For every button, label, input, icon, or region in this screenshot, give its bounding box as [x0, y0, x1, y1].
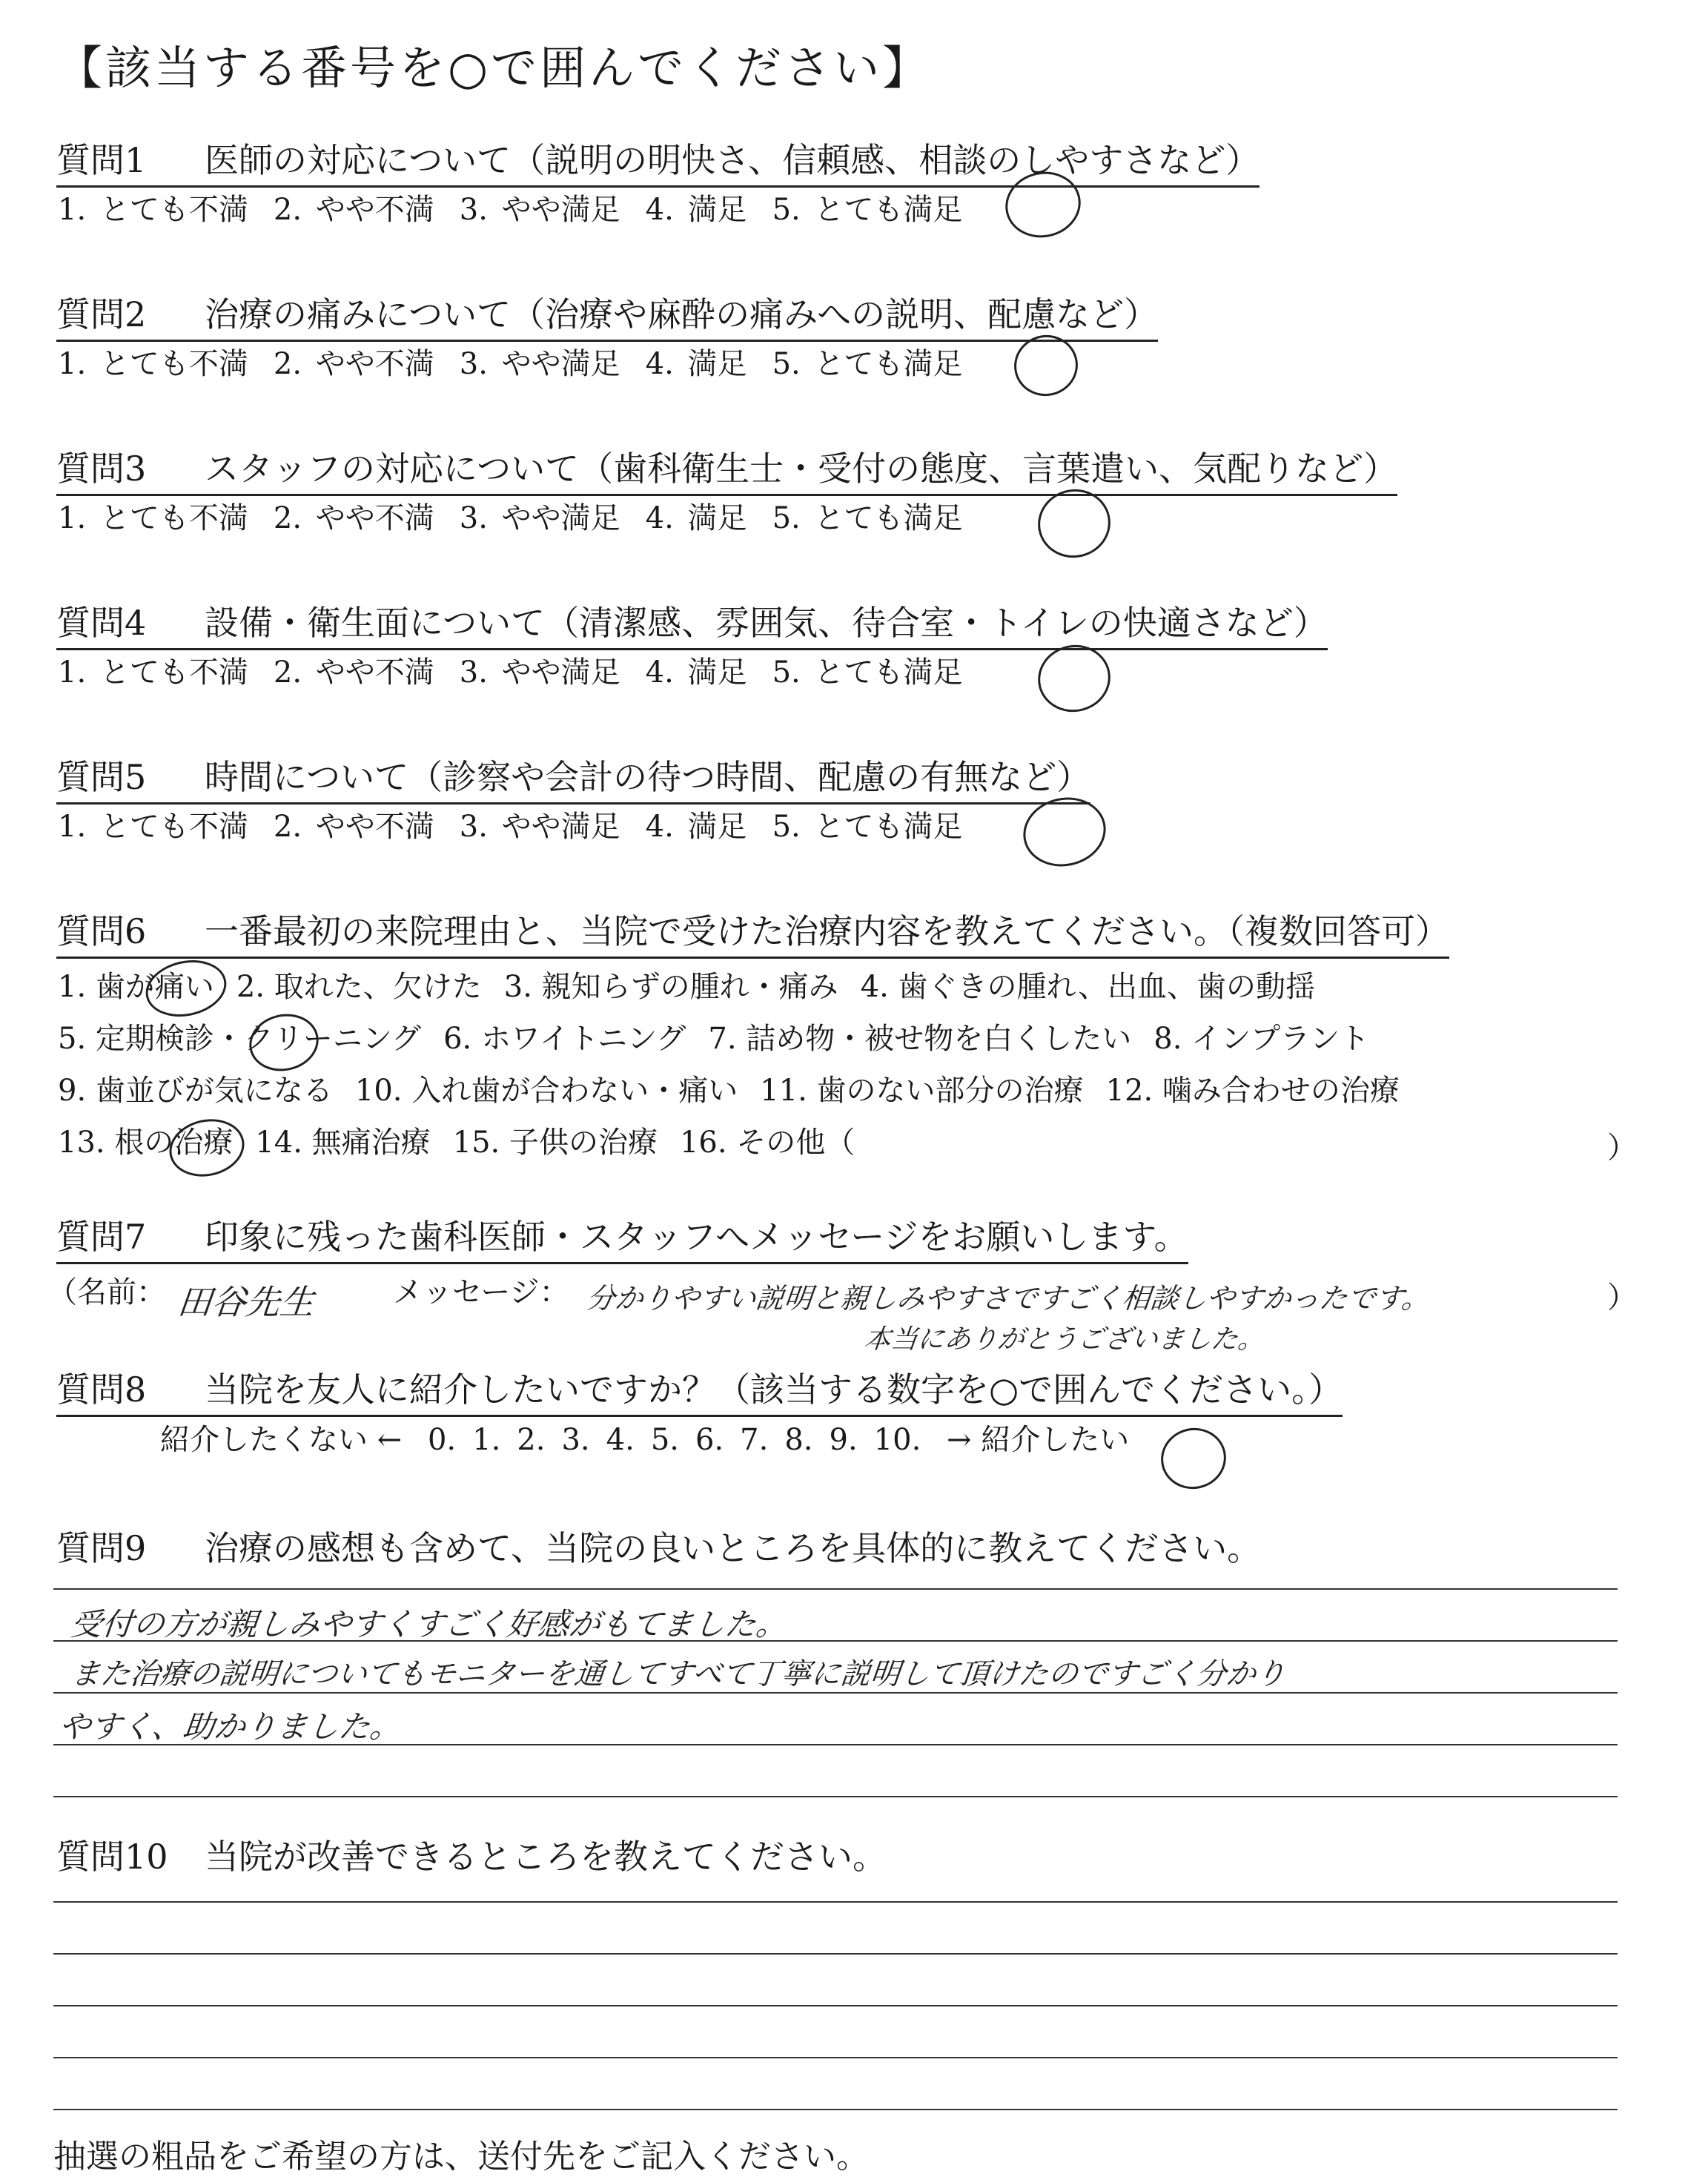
- reason-row: [58, 968, 1337, 1005]
- question-number: 質問10: [56, 1837, 168, 1877]
- scale-option[interactable]: 2.: [517, 1423, 546, 1457]
- question-number: 質問9: [56, 1528, 147, 1568]
- answer-line: [53, 1640, 1618, 1642]
- option-5[interactable]: 5. とても満足: [772, 810, 963, 844]
- scale-option[interactable]: 7.: [740, 1423, 769, 1457]
- question-number: 質問7: [56, 1217, 147, 1257]
- option-1[interactable]: 1. とても不満: [58, 810, 248, 844]
- rating-options: [58, 808, 987, 845]
- answer-circle: [164, 1112, 250, 1183]
- answer-line: [53, 1953, 1618, 1955]
- message-handwritten-line-2: 本当にありがとうございました。: [862, 1324, 1266, 1355]
- question-text: 一番最初の来院理由と、当院で受けた治療内容を教えてください。（複数回答可）: [205, 911, 1449, 951]
- message-row: [47, 1274, 188, 1311]
- question-text: 当院が改善できるところを教えてください。: [205, 1837, 887, 1877]
- option-3[interactable]: 3. やや満足: [459, 193, 620, 227]
- answer-line: [53, 2005, 1618, 2006]
- scale-option[interactable]: 0.: [427, 1423, 457, 1457]
- question-5-title: [56, 756, 1090, 805]
- answer-line: [53, 1744, 1618, 1745]
- answer-circle: [244, 1008, 324, 1077]
- question-10-title: [56, 1836, 887, 1882]
- option-3[interactable]: 3. やや満足: [459, 655, 620, 690]
- option-2[interactable]: 2. やや不満: [273, 193, 434, 227]
- reason-option[interactable]: 10. 入れ歯が合わない・痛い: [354, 1074, 738, 1108]
- reason-option[interactable]: 3. 親知らずの腫れ・痛み: [503, 970, 838, 1004]
- message-label: メッセージ：: [393, 1275, 569, 1309]
- answer-line: [53, 2109, 1618, 2110]
- scale-option[interactable]: 8.: [784, 1423, 813, 1457]
- rating-options: [58, 191, 987, 228]
- reason-option[interactable]: 14. 無痛治療: [255, 1126, 431, 1160]
- option-4[interactable]: 4. 満足: [645, 347, 747, 381]
- question-text: 医師の対応について（説明の明快さ、信頼感、相談のしやすさなど）: [205, 140, 1260, 180]
- answer-handwritten-line-3: やすく、助かりました。: [57, 1708, 403, 1745]
- question-number: 質問8: [56, 1370, 147, 1410]
- rating-options: [58, 654, 987, 691]
- question-text: 治療の感想も含めて、当院の良いところを具体的に教えてください。: [205, 1528, 1262, 1568]
- reason-option[interactable]: 16. その他（: [679, 1126, 855, 1160]
- message-label-row: [393, 1274, 592, 1311]
- option-1[interactable]: 1. とても不満: [58, 347, 248, 381]
- option-2[interactable]: 2. やや不満: [273, 655, 434, 690]
- reason-row: [58, 1072, 1422, 1109]
- rating-options: [58, 500, 987, 537]
- question-4-title: [56, 602, 1328, 650]
- footer-note: 抽選の粗品をご希望の方は、送付先をご記入ください。: [53, 2138, 869, 2176]
- scale-option[interactable]: 6.: [695, 1423, 724, 1457]
- answer-line: [53, 1588, 1618, 1590]
- rating-options: [58, 346, 987, 383]
- scale-option[interactable]: 9.: [829, 1423, 858, 1457]
- close-paren: ）: [1607, 1131, 1637, 1165]
- question-number: 質問5: [56, 757, 147, 797]
- question-text: 時間について（診察や会計の待つ時間、配慮の有無など）: [205, 757, 1091, 797]
- answer-line: [53, 2057, 1618, 2058]
- question-number: 質問2: [56, 294, 147, 334]
- option-5[interactable]: 5. とても満足: [772, 655, 963, 690]
- answer-line: [53, 1796, 1618, 1797]
- page-heading: 【該当する番号を○で囲んでください】: [56, 41, 932, 95]
- reason-option[interactable]: 7. 詰め物・被せ物を白くしたい: [708, 1022, 1132, 1056]
- question-3-title: [56, 448, 1397, 496]
- scale-left-label: 紹介したくない ←: [160, 1423, 403, 1457]
- staff-name-handwritten: 田谷先生: [175, 1282, 317, 1322]
- question-text: 当院を友人に紹介したいですか？（該当する数字を○で囲んでください。）: [205, 1370, 1343, 1410]
- option-2[interactable]: 2. やや不満: [273, 347, 434, 381]
- name-label: （名前：: [47, 1275, 166, 1309]
- scale-option[interactable]: 3.: [561, 1423, 590, 1457]
- answer-circle: [141, 953, 232, 1023]
- option-3[interactable]: 3. やや満足: [459, 501, 620, 535]
- question-number: 質問4: [56, 603, 147, 643]
- question-number: 質問1: [56, 140, 147, 180]
- question-text: 設備・衛生面について（清潔感、雰囲気、待合室・トイレの快適さなど）: [205, 603, 1328, 643]
- option-1[interactable]: 1. とても不満: [58, 655, 248, 690]
- answer-handwritten-line-2: また治療の説明についてもモニターを通してすべて丁寧に説明して頂けたのですごく分かり: [69, 1657, 1288, 1691]
- scale-right-label: → 紹介したい: [947, 1423, 1130, 1457]
- option-1[interactable]: 1. とても不満: [58, 501, 248, 535]
- question-8-title: [56, 1369, 1343, 1417]
- option-5[interactable]: 5. とても満足: [772, 347, 963, 381]
- reason-option[interactable]: 5. 定期検診・クリーニング: [58, 1022, 422, 1056]
- answer-circle: [1155, 1422, 1231, 1496]
- reason-option[interactable]: 6. ホワイトニング: [443, 1022, 686, 1056]
- option-4[interactable]: 4. 満足: [645, 193, 747, 227]
- question-1-title: [56, 139, 1260, 188]
- answer-handwritten-line-1: 受付の方が親しみやすくすごく好感がもてました。: [69, 1606, 790, 1642]
- question-text: スタッフの対応について（歯科衛生士・受付の態度、言葉遣い、気配りなど）: [205, 449, 1398, 489]
- scale-option[interactable]: 1.: [472, 1423, 501, 1457]
- question-text: 印象に残った歯科医師・スタッフへメッセージをお願いします。: [205, 1217, 1188, 1257]
- question-6-title: [56, 911, 1449, 959]
- option-4[interactable]: 4. 満足: [645, 655, 747, 690]
- answer-line: [53, 1901, 1618, 1903]
- reason-option[interactable]: 11. 歯のない部分の治療: [760, 1074, 1084, 1108]
- reason-option[interactable]: 8. インプラント: [1153, 1022, 1370, 1056]
- question-number: 質問3: [56, 449, 147, 489]
- reason-option[interactable]: 13. 根の治療: [58, 1126, 234, 1160]
- reason-option[interactable]: 4. 歯ぐきの腫れ、出血、歯の動揺: [860, 970, 1315, 1004]
- option-4[interactable]: 4. 満足: [645, 501, 747, 535]
- recommend-scale: [160, 1416, 1145, 1459]
- scale-option[interactable]: 5.: [650, 1423, 679, 1457]
- reason-option[interactable]: 1. 歯が痛い: [58, 970, 214, 1004]
- option-2[interactable]: 2. やや不満: [273, 501, 434, 535]
- reason-option[interactable]: 12. 噛み合わせの治療: [1105, 1074, 1400, 1108]
- question-9-title: [56, 1527, 1261, 1573]
- answer-line: [53, 1692, 1618, 1694]
- option-3[interactable]: 3. やや満足: [459, 810, 620, 844]
- option-4[interactable]: 4. 満足: [645, 810, 747, 844]
- question-number: 質問6: [56, 911, 147, 951]
- scale-option[interactable]: 4.: [606, 1423, 635, 1457]
- option-1[interactable]: 1. とても不満: [58, 193, 248, 227]
- question-2-title: [56, 294, 1158, 342]
- option-2[interactable]: 2. やや不満: [273, 810, 434, 844]
- option-5[interactable]: 5. とても満足: [772, 193, 963, 227]
- reason-option[interactable]: 9. 歯並びが気になる: [58, 1074, 333, 1108]
- scale-option[interactable]: 10.: [873, 1423, 921, 1457]
- close-paren: ）: [1607, 1281, 1637, 1315]
- reason-option[interactable]: 2. 取れた、欠けた: [236, 970, 482, 1004]
- question-7-title: [56, 1216, 1188, 1264]
- answer-circle: [1032, 638, 1117, 718]
- option-5[interactable]: 5. とても満足: [772, 501, 963, 535]
- option-3[interactable]: 3. やや満足: [459, 347, 620, 381]
- message-handwritten-line-1: 分かりやすい説明と親しみやすさですごく相談しやすかったです。: [585, 1282, 1431, 1315]
- question-text: 治療の痛みについて（治療や麻酔の痛みへの説明、配慮など）: [205, 294, 1159, 334]
- reason-option[interactable]: 15. 子供の治療: [452, 1126, 658, 1160]
